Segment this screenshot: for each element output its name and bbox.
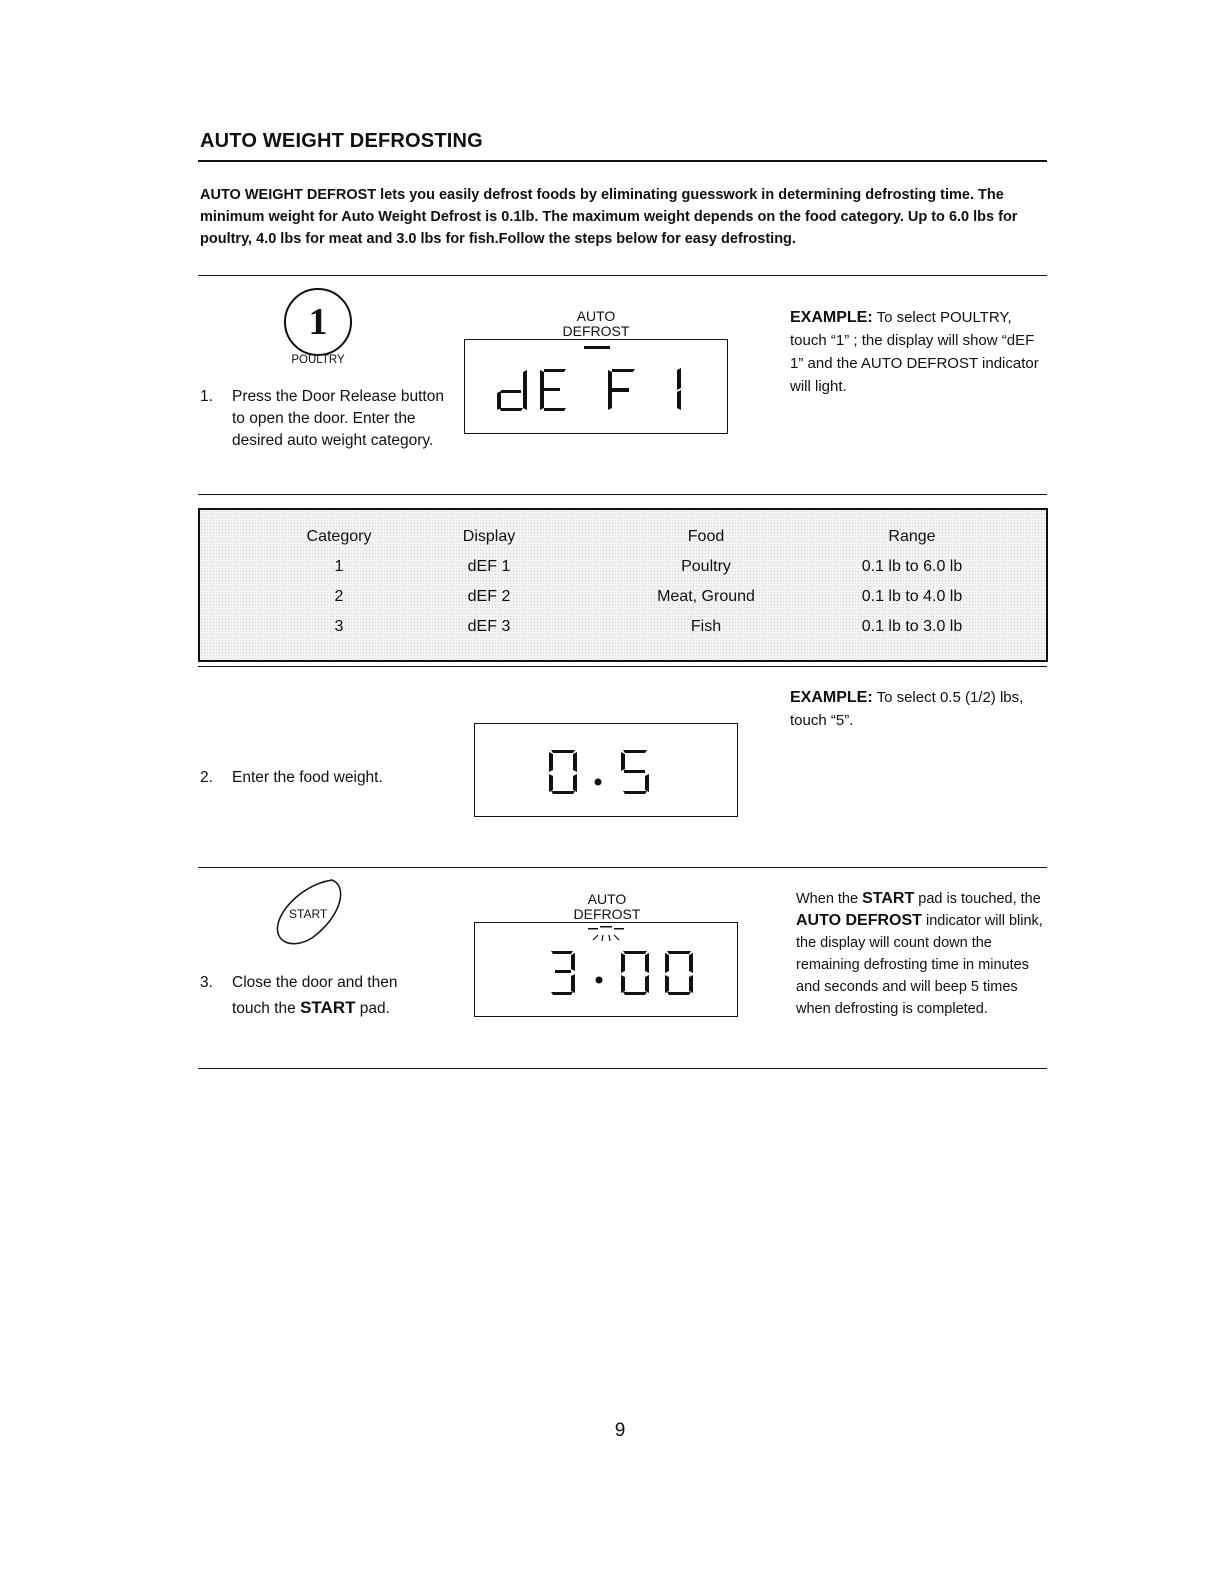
lcd-seg [499, 408, 523, 411]
table-row-1-range: 0.1 lb to 6.0 lb [861, 558, 963, 575]
desc-text-1: When the [796, 891, 863, 907]
category-table [198, 508, 1048, 662]
start-key-button[interactable] [272, 876, 348, 948]
example-heading: EXAMPLE: [790, 309, 873, 326]
lcd-seg [612, 388, 629, 392]
table-row-2-food: Meat, Ground [657, 588, 755, 605]
step-3-description [796, 888, 1046, 1020]
lcd-countdown [475, 923, 737, 1016]
lcd-seg [544, 408, 566, 411]
display-panel-weight [474, 723, 738, 817]
lcd-seg [549, 774, 553, 792]
step-3-text [232, 970, 422, 1021]
lcd-seg [621, 953, 625, 973]
poultry-key-label: POULTRY [291, 354, 345, 366]
lcd-dot [596, 977, 603, 984]
blink-ray [602, 935, 603, 941]
blink-mark [600, 926, 612, 928]
step-1-example [790, 306, 1045, 398]
desc-text-2: pad is touched, the [914, 891, 1041, 907]
lcd-seg [551, 791, 575, 794]
lcd-seg [551, 750, 575, 753]
step-3-text-b: pad. [355, 1000, 390, 1017]
step-1-text: Press the Door Release button to open the door. Enter the desired auto weight category. [232, 388, 444, 449]
table-row-3-display: dEF 3 [467, 618, 511, 635]
lcd-seg [645, 975, 649, 993]
lcd-seg [645, 953, 649, 973]
lcd-seg [677, 368, 681, 390]
lcd-seg [571, 953, 575, 971]
title-rule [198, 160, 1047, 162]
step-3-text-bold: START [300, 998, 356, 1017]
divider [198, 666, 1047, 667]
lcd-seg [612, 369, 635, 372]
lcd-seg [623, 992, 647, 995]
indicator-line-1: AUTO [576, 308, 616, 324]
step-2-example [790, 686, 1045, 732]
table-header-range: Range [888, 528, 936, 545]
divider [198, 867, 1047, 868]
lcd-seg [677, 390, 681, 410]
lcd-seg [573, 774, 577, 792]
table-header-food: Food [687, 528, 725, 545]
page-title: AUTO WEIGHT DEFROSTING [200, 130, 483, 152]
blink-mark [614, 928, 624, 930]
desc-auto-defrost-bold: AUTO DEFROST [796, 912, 922, 929]
lcd-seg [540, 370, 544, 410]
blink-ray [614, 935, 619, 940]
lcd-seg [623, 791, 647, 794]
auto-defrost-indicator-bar [584, 346, 610, 349]
start-key-label: START [289, 907, 328, 921]
step-3-instruction [200, 970, 460, 1021]
lcd-seg [523, 370, 527, 410]
lcd-seg [608, 370, 612, 410]
step-3-text-a: Close the door and then touch the [232, 974, 398, 1017]
poultry-key-button[interactable] [284, 288, 352, 356]
lcd-seg [624, 770, 645, 773]
lcd-seg [621, 752, 625, 771]
table-row-3-range: 0.1 lb to 3.0 lb [861, 618, 963, 635]
auto-defrost-indicator-label [546, 309, 646, 339]
lcd-seg [544, 388, 560, 391]
lcd-seg [667, 951, 691, 954]
step-2-instruction [200, 767, 460, 789]
poultry-key-number: 1 [308, 301, 328, 343]
lcd-seg [501, 390, 521, 393]
table-row-3-food: Fish [690, 618, 722, 635]
table-row-2-display: dEF 2 [467, 588, 511, 605]
intro-paragraph: AUTO WEIGHT DEFROST lets you easily defrost foods by eliminating guesswork in determining defrosting time. The minimum weight for Auto Weight Defrost is 0.1lb. The maximum weight depends on the food category. Up to 6.0 lbs for poultry, 4.0 lbs for meat and 3.0 lbs for fish.Follow the steps below for easy defrosting. [200, 187, 1018, 247]
lcd-def1 [465, 340, 727, 433]
example-text: To select POULTRY, touch “1” ; the display will show “dEF 1” and the AUTO DEFROST indicator will light. [790, 309, 1039, 395]
lcd-dot [595, 779, 602, 786]
step-1-number: 1. [200, 388, 213, 405]
divider [198, 275, 1047, 276]
auto-defrost-indicator-label [557, 892, 657, 922]
step-3-number: 3. [200, 974, 213, 991]
lcd-seg [551, 951, 573, 954]
divider [198, 494, 1047, 495]
indicator-line-2: DEFROST [573, 906, 641, 922]
table-header-display: Display [462, 528, 516, 545]
lcd-seg [549, 752, 553, 772]
table-header-category: Category [306, 528, 372, 545]
blink-ray [593, 935, 598, 940]
example-text: To select 0.5 (1/2) lbs, touch “5”. [790, 689, 1024, 729]
lcd-seg [645, 774, 649, 792]
lcd-seg [571, 974, 575, 993]
table-row-1-category: 1 [334, 558, 344, 575]
display-panel-def1 [464, 339, 728, 434]
desc-text-3: indicator will blink, the display will count down the remaining defrosting time in minutes and seconds and will beep 5 times when defrosting is completed. [796, 913, 1043, 1017]
lcd-seg [623, 750, 647, 753]
lcd-seg [551, 992, 573, 995]
divider [198, 1068, 1047, 1069]
page-number: 9 [614, 1420, 626, 1441]
example-heading: EXAMPLE: [790, 689, 873, 706]
lcd-weight [475, 724, 737, 816]
blink-ray [609, 935, 610, 941]
step-1-instruction [200, 386, 460, 452]
table-row-2-range: 0.1 lb to 4.0 lb [861, 588, 963, 605]
lcd-seg [621, 975, 625, 993]
lcd-seg [497, 391, 501, 410]
lcd-seg [623, 951, 647, 954]
table-row-1-display: dEF 1 [467, 558, 511, 575]
step-2-number: 2. [200, 769, 213, 786]
lcd-seg [555, 970, 571, 973]
lcd-seg [544, 369, 566, 372]
table-row-3-category: 3 [334, 618, 344, 635]
lcd-seg [665, 975, 669, 993]
lcd-seg [665, 953, 669, 973]
blink-mark [588, 928, 598, 930]
lcd-seg [667, 992, 691, 995]
table-row-1-food: Poultry [681, 558, 731, 575]
indicator-line-1: AUTO [587, 891, 627, 907]
step-2-text: Enter the food weight. [232, 769, 383, 786]
display-panel-countdown [474, 922, 738, 1017]
indicator-line-2: DEFROST [562, 323, 630, 339]
lcd-seg [689, 975, 693, 993]
lcd-seg [689, 953, 693, 973]
lcd-seg [573, 752, 577, 772]
desc-start-bold: START [862, 890, 915, 907]
table-row-2-category: 2 [334, 588, 344, 605]
